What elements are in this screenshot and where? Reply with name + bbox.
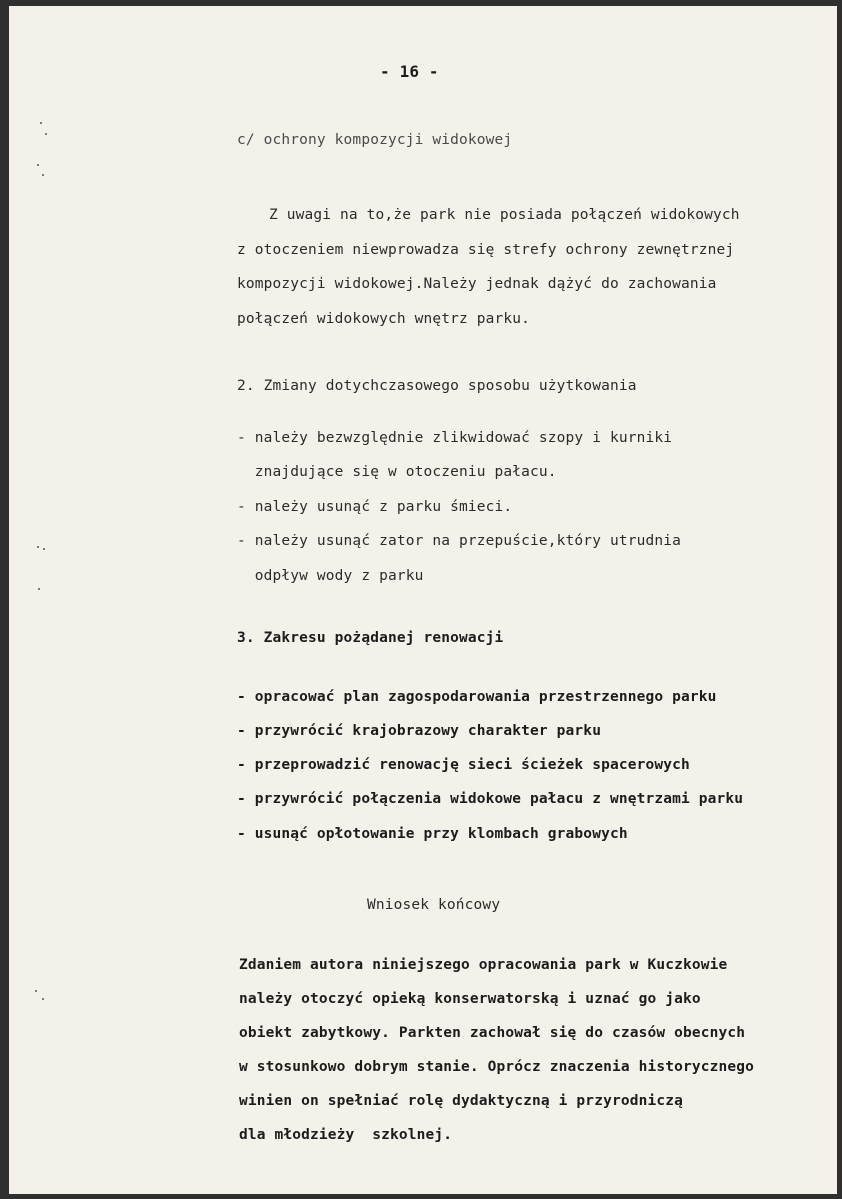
section-3-heading: 3. Zakresu pożądanej renowacji — [237, 630, 504, 646]
paragraph-line: winien on spełniać rolę dydaktyczną i przyrodniczą — [239, 1093, 683, 1109]
scan-speck — [37, 164, 39, 166]
list-item: - przywrócić połączenia widokowe pałacu z wnętrzami parku — [237, 791, 744, 807]
scan-speck — [42, 998, 44, 1000]
paragraph-line: z otoczeniem niewprowadza się strefy ochrony zewnętrznej — [237, 242, 735, 258]
paragraph-line: połączeń widokowych wnętrz parku. — [237, 311, 531, 327]
conclusion-heading: Wniosek końcowy — [367, 897, 501, 913]
scan-speck — [37, 546, 39, 548]
list-item: - usunąć opłotowanie przy klombach grabowych — [237, 826, 628, 842]
paragraph-line: kompozycji widokowej.Należy jednak dążyć do zachowania — [237, 276, 717, 292]
paragraph-line: obiekt zabytkowy. Parkten zachował się do czasów obecnych — [239, 1025, 746, 1041]
list-item: - przywrócić krajobrazowy charakter parku — [237, 723, 602, 739]
paragraph-line: Z uwagi na to,że park nie posiada połączeń widokowych — [269, 207, 740, 223]
section-2-heading: 2. Zmiany dotychczasowego sposobu użytkowania — [237, 378, 637, 394]
paragraph-line: dla młodzieży szkolnej. — [239, 1127, 453, 1143]
list-item: odpływ wody z parku — [237, 568, 424, 584]
paragraph-line: Zdaniem autora niniejszego opracowania park w Kuczkowie — [239, 957, 728, 973]
list-item: - należy usunąć zator na przepuście,który utrudnia — [237, 533, 681, 549]
list-item: znajdujące się w otoczeniu pałacu. — [237, 464, 557, 480]
scan-speck — [43, 548, 45, 550]
scan-speck — [35, 990, 37, 992]
page-number: - 16 - — [380, 62, 439, 81]
scan-speck — [40, 122, 42, 124]
scan-speck — [38, 588, 40, 590]
list-item: - przeprowadzić renowację sieci ścieżek spacerowych — [237, 757, 690, 773]
list-item: - należy usunąć z parku śmieci. — [237, 499, 513, 515]
paragraph-line: należy otoczyć opieką konserwatorską i uznać go jako — [239, 991, 701, 1007]
scan-speck — [45, 133, 47, 135]
scan-speck — [42, 174, 44, 176]
list-item: - opracować plan zagospodarowania przestrzennego parku — [237, 689, 717, 705]
typewritten-page — [9, 6, 837, 1194]
paragraph-line: w stosunkowo dobrym stanie. Oprócz znaczenia historycznego — [239, 1059, 755, 1075]
section-c-heading: c/ ochrony kompozycji widokowej — [237, 132, 513, 148]
list-item: - należy bezwzględnie zlikwidować szopy i kurniki — [237, 430, 673, 446]
